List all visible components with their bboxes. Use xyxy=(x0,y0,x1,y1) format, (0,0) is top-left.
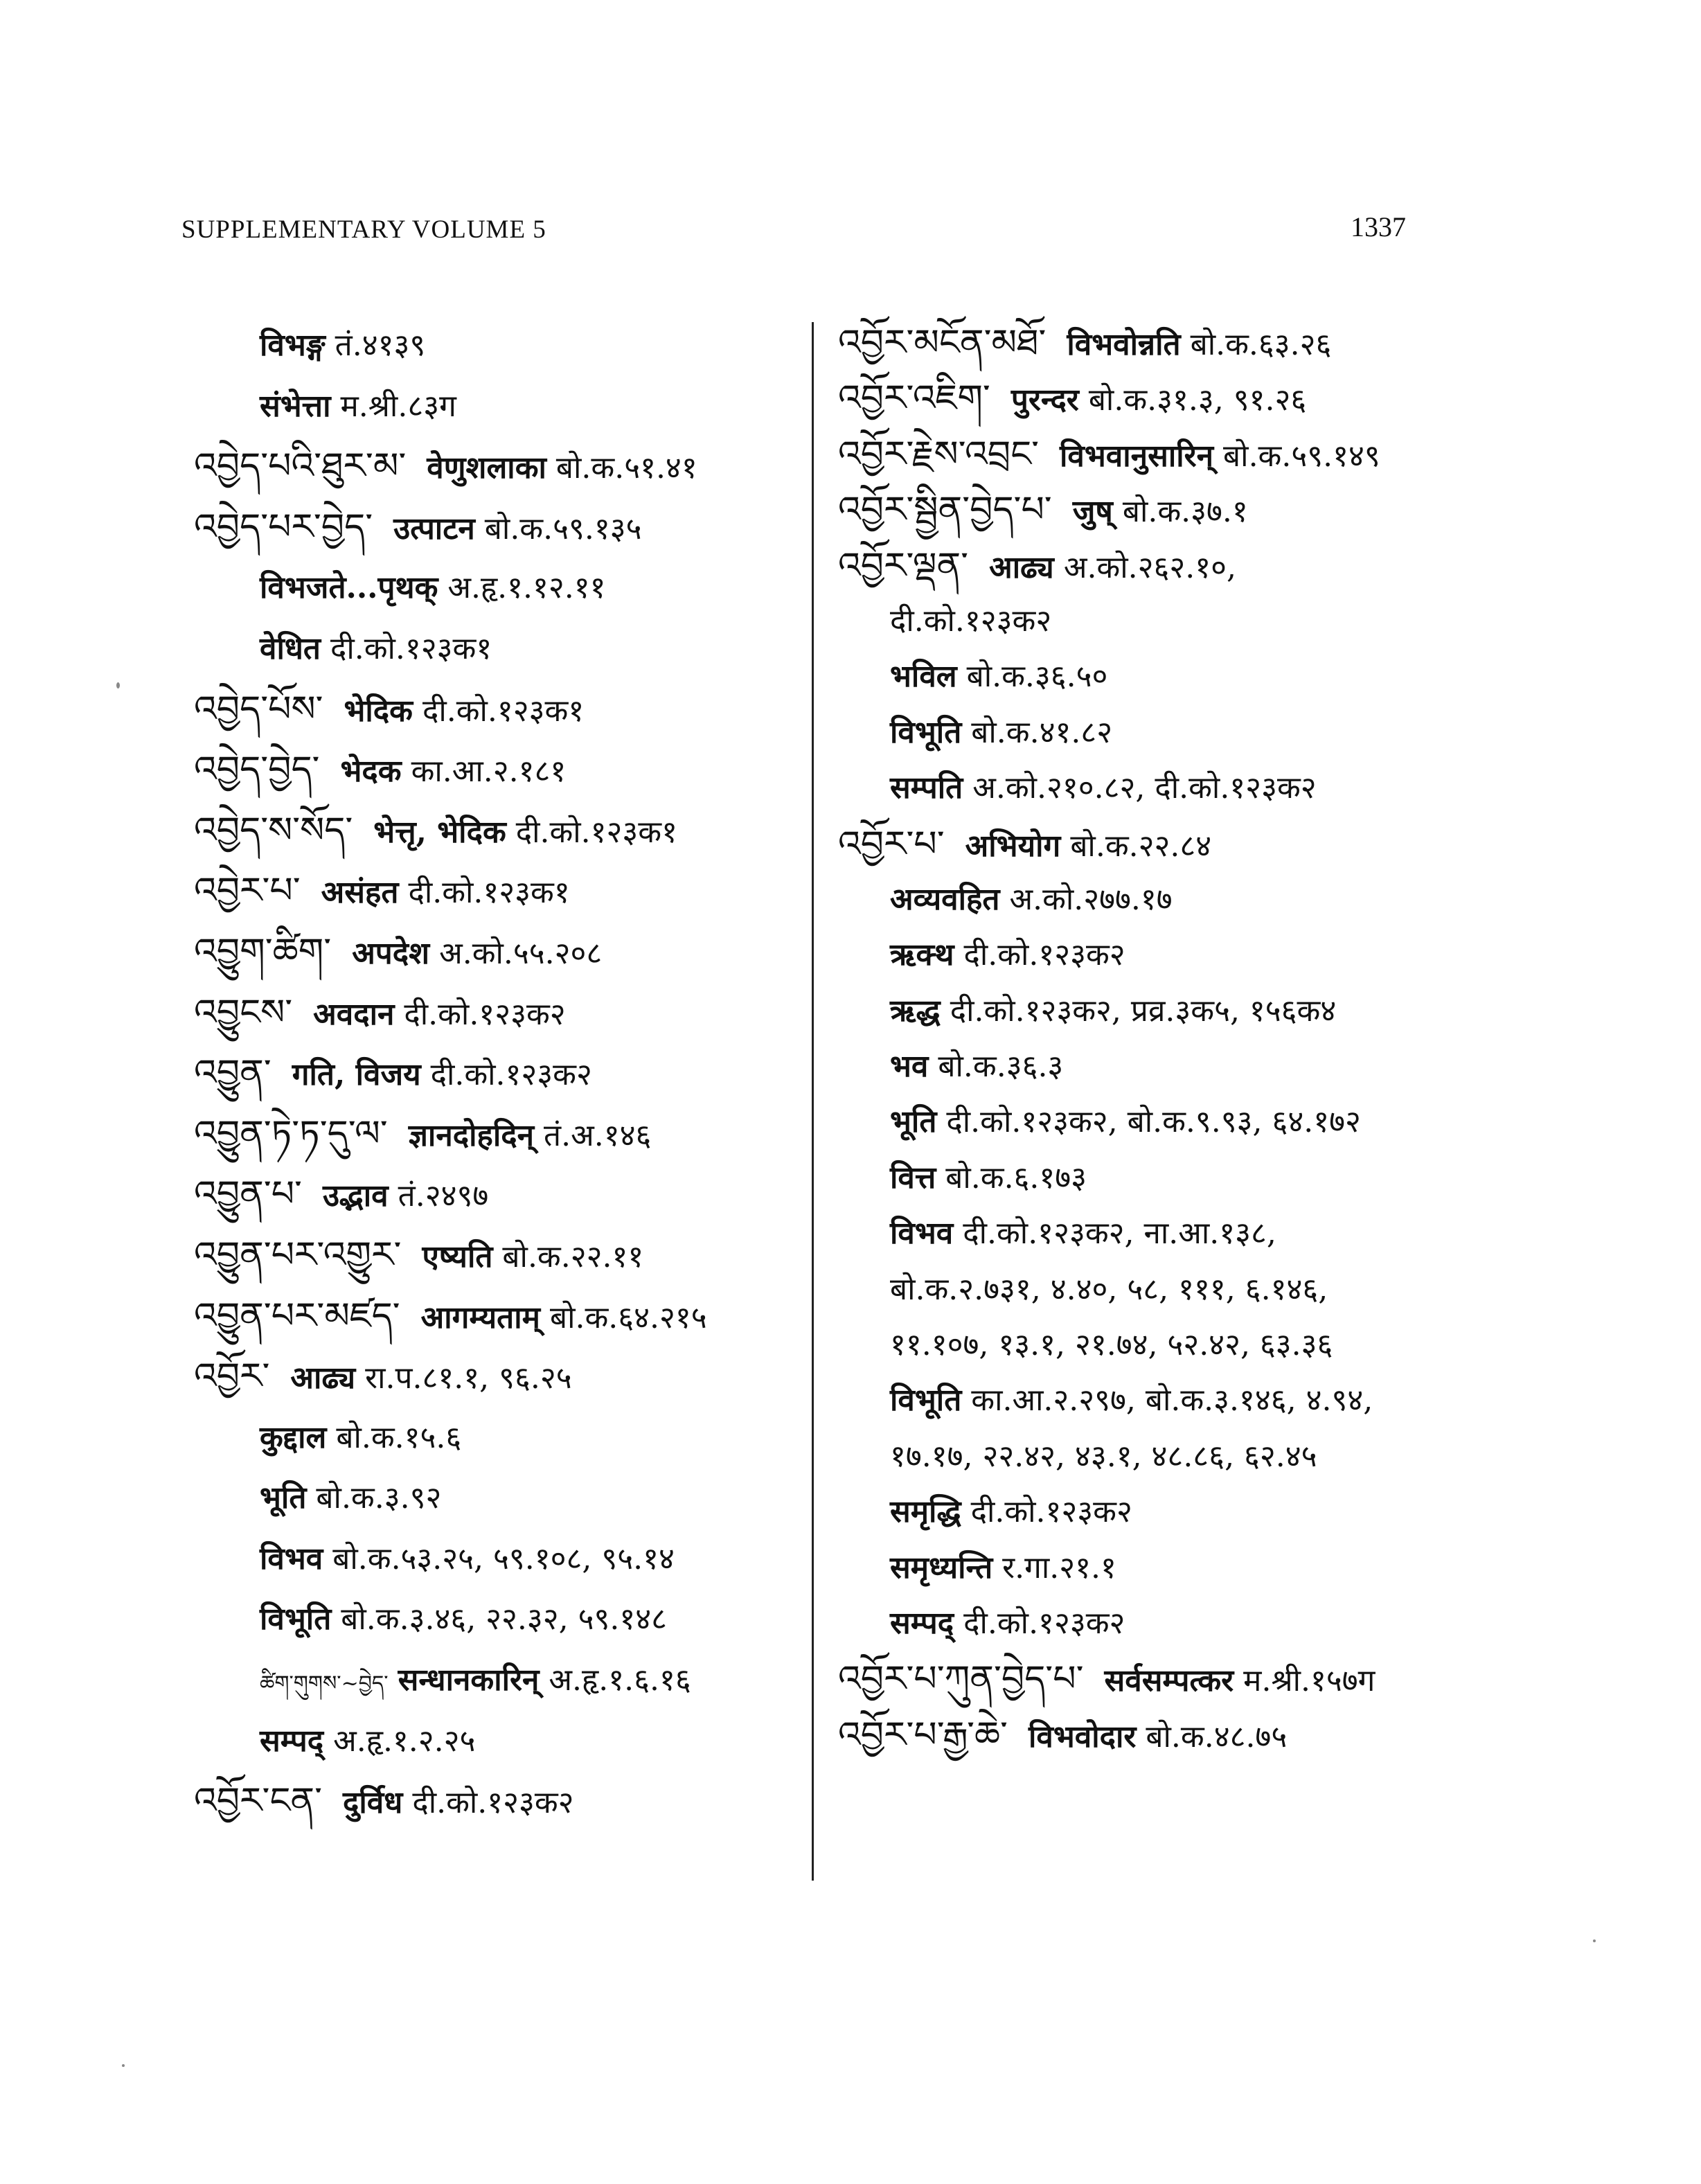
dictionary-entry xyxy=(194,1164,803,1225)
source-reference: अ.हृ.१.१२.११ xyxy=(447,570,606,606)
tibetan-headword: འབྱུངས་ xyxy=(194,991,293,1033)
dictionary-subentry xyxy=(194,1408,803,1468)
tibetan-headword: འབྱོར་མངོན་མཐོ་ xyxy=(838,322,1047,364)
source-reference: दी.को.१२३क२ xyxy=(970,1494,1132,1530)
dictionary-subentry xyxy=(194,1589,803,1650)
dictionary-entry xyxy=(194,497,803,558)
dictionary-subentry xyxy=(838,761,1461,816)
tibetan-headword: འབྱུན་ xyxy=(194,1052,271,1094)
dictionary-subentry xyxy=(838,1429,1461,1484)
source-reference: बो.क.२२.११ xyxy=(502,1239,644,1275)
sanskrit-equivalent: आगम्यताम् xyxy=(420,1299,540,1335)
source-reference: बो.क.५१.४१ xyxy=(555,450,697,486)
source-reference: बो.क.१५.६ xyxy=(336,1419,462,1455)
source-reference: तं.४१३९ xyxy=(335,328,426,363)
source-reference: ११.१०७, १३.१, २१.७४, ५२.४२, ६३.३६ xyxy=(890,1327,1333,1363)
dictionary-subentry xyxy=(194,1711,803,1772)
tibetan-headword: འབྱུན་པར་མཛད་ xyxy=(194,1295,400,1337)
sanskrit-equivalent: संभेत्ता xyxy=(260,388,331,424)
sanskrit-equivalent: उद्भाव xyxy=(322,1178,389,1214)
tibetan-headword: འབྱོར་པ་ཀུན་བྱེད་པ་ xyxy=(838,1658,1084,1701)
source-reference: बो.क.३७.१ xyxy=(1122,494,1248,530)
source-reference: रा.प.८१.१, ९६.२५ xyxy=(365,1360,572,1396)
dictionary-subentry xyxy=(838,1373,1461,1428)
dictionary-entry xyxy=(838,427,1461,482)
source-reference: बो.क.३.९२ xyxy=(316,1480,442,1516)
dictionary-entry xyxy=(838,817,1461,872)
dictionary-entry xyxy=(838,371,1461,426)
page-number: 1337 xyxy=(1351,211,1406,242)
sanskrit-equivalent: भूति xyxy=(260,1480,307,1516)
column-divider xyxy=(812,322,814,1881)
source-reference: अ.को.२७७.१७ xyxy=(1009,881,1173,917)
source-reference: बो.क.३६.३ xyxy=(938,1049,1064,1085)
sanskrit-equivalent: सर्वसम्पत्कर xyxy=(1104,1663,1234,1699)
source-reference: दी.को.१२३क२, बो.क.९.९३, ६४.१७२ xyxy=(946,1104,1361,1140)
source-reference: बो.क.३६.५० xyxy=(966,659,1108,695)
source-reference: बो.क.५९.१४९ xyxy=(1223,438,1380,474)
sanskrit-equivalent: सम्पद् xyxy=(260,1723,324,1759)
dictionary-subentry xyxy=(838,872,1461,927)
running-head: SUPPLEMENTARY VOLUME 5 xyxy=(181,215,546,244)
dictionary-entry xyxy=(194,1347,803,1408)
source-reference: बो.क.४१.८२ xyxy=(971,714,1113,750)
tibetan-headword: འབྱོར་ལྡན་ xyxy=(838,544,969,587)
sanskrit-equivalent: समृध्यन्ति xyxy=(890,1550,993,1586)
scan-speck xyxy=(116,682,120,689)
source-reference: का.आ.२.१८१ xyxy=(411,754,567,790)
source-reference: म.श्री.८३ग xyxy=(340,388,456,424)
source-reference: दी.को.१२३क२ xyxy=(890,603,1052,639)
sanskrit-equivalent: वेधित xyxy=(260,630,321,666)
sanskrit-equivalent: विभव xyxy=(890,1216,954,1252)
source-reference: अ.को.२१०.८२, दी.को.१२३क२ xyxy=(972,770,1317,806)
dictionary-subentry xyxy=(194,1529,803,1590)
sanskrit-equivalent: भविल xyxy=(890,659,957,695)
sanskrit-equivalent: ज्ञानदोहदिन् xyxy=(408,1117,535,1153)
source-reference: बो.क.६४.२१५ xyxy=(549,1299,707,1335)
sanskrit-equivalent: भेदिक xyxy=(344,693,413,729)
dictionary-subentry xyxy=(838,1151,1461,1206)
sanskrit-equivalent: असंहत xyxy=(321,875,399,911)
sanskrit-equivalent: विभवानुसारिन् xyxy=(1060,438,1214,474)
dictionary-entry xyxy=(194,740,803,801)
source-reference: अ.को.२६२.१०, xyxy=(1063,549,1236,585)
dictionary-subentry xyxy=(838,984,1461,1039)
sanskrit-equivalent: अपदेश xyxy=(352,935,430,971)
tibetan-headword: འབྱུན་པ་ xyxy=(194,1173,302,1216)
sanskrit-equivalent: भूति xyxy=(890,1104,937,1140)
sanskrit-equivalent: विभव xyxy=(260,1541,323,1577)
sanskrit-equivalent: विभवोदार xyxy=(1028,1719,1137,1755)
sanskrit-equivalent: विभूति xyxy=(890,1383,962,1419)
dictionary-subentry xyxy=(194,1468,803,1529)
dictionary-entry xyxy=(838,482,1461,538)
source-reference: म.श्री.१५७ग xyxy=(1243,1663,1375,1699)
source-reference: दी.को.१२३क२, ना.आ.१३८, xyxy=(963,1216,1276,1252)
source-reference: दी.को.१२३क१ xyxy=(422,693,585,729)
source-reference: दी.को.१२३क२ xyxy=(412,1785,574,1821)
dictionary-subentry xyxy=(838,1484,1461,1540)
tibetan-headword: འབྱེད་པོས་ xyxy=(194,688,323,730)
source-reference: दी.को.१२३क२, प्रव्र.३क५, १५६क४ xyxy=(950,993,1337,1029)
source-reference: बो.क.४८.७५ xyxy=(1146,1719,1288,1755)
source-reference: बो.क.५३.२५, ५९.१०८, ९५.१४ xyxy=(332,1541,675,1577)
tibetan-headword: འབྱོར་སྦྱིན་བྱེད་པ་ xyxy=(838,489,1052,531)
dictionary-subentry xyxy=(838,1596,1461,1651)
sanskrit-equivalent: गति, विजय xyxy=(292,1057,421,1093)
left-column xyxy=(194,315,803,1832)
dictionary-entry xyxy=(838,1707,1461,1763)
tibetan-headword: འབྱུན་ཏེ་ཏ་དུ་ལ་ xyxy=(194,1112,388,1155)
tibetan-headword: འབྱོར་འཇིག་ xyxy=(838,378,990,420)
dictionary-entry xyxy=(194,680,803,740)
source-reference: र.गा.२१.१ xyxy=(1002,1550,1116,1586)
sanskrit-equivalent: सम्पद् xyxy=(890,1605,954,1641)
tibetan-headword: ཚིག་གུགས་~བྱེད་ xyxy=(260,1671,389,1696)
sanskrit-equivalent: विभूति xyxy=(260,1601,332,1637)
sanskrit-equivalent: अभियोग xyxy=(965,828,1061,864)
tibetan-headword: འབྱེད་བྱེད་ xyxy=(194,749,320,791)
sanskrit-equivalent: सम्पति xyxy=(890,770,963,806)
dictionary-subentry xyxy=(194,558,803,619)
dictionary-subentry xyxy=(838,649,1461,704)
dictionary-subentry xyxy=(838,1262,1461,1317)
dictionary-subentry xyxy=(838,1039,1461,1094)
tibetan-headword: འབྱོར་ངན་ xyxy=(194,1780,323,1822)
dictionary-subentry xyxy=(194,619,803,680)
tibetan-headword: འབྱོར་པ་རྒྱ་ཆེ་ xyxy=(838,1714,1008,1756)
tibetan-headword: འབྱོར་རྗེས་འབྲང་ xyxy=(838,433,1040,475)
dictionary-entry xyxy=(194,1104,803,1165)
source-reference: दी.को.१२३क२ xyxy=(963,937,1125,973)
dictionary-subentry xyxy=(194,1650,803,1711)
source-reference: दी.को.१२३क१ xyxy=(515,814,677,850)
sanskrit-equivalent: वित्त xyxy=(890,1160,936,1196)
sanskrit-equivalent: सन्धानकारिन् xyxy=(398,1662,540,1698)
right-column xyxy=(838,315,1461,1763)
dictionary-subentry xyxy=(838,1094,1461,1150)
sanskrit-equivalent: एष्यति xyxy=(422,1239,493,1275)
source-reference: तं.२४९७ xyxy=(398,1178,489,1214)
source-reference: बो.क.३.४६, २२.३२, ५९.१४८ xyxy=(341,1601,668,1637)
dictionary-subentry xyxy=(838,705,1461,761)
dictionary-subentry xyxy=(194,376,803,437)
dictionary-entry xyxy=(194,861,803,922)
source-reference: दी.को.१२३क१ xyxy=(330,630,492,666)
source-reference: अ.हृ.१.२.२५ xyxy=(333,1723,476,1759)
tibetan-headword: འབྱོར་ xyxy=(194,1356,270,1398)
dictionary-subentry xyxy=(838,1541,1461,1596)
source-reference: दी.को.१२३क१ xyxy=(408,875,570,911)
source-reference: बो.क.६३.२६ xyxy=(1190,327,1332,362)
dictionary-entry xyxy=(838,1651,1461,1707)
dictionary-subentry xyxy=(194,315,803,376)
sanskrit-equivalent: उत्पाटन xyxy=(393,511,475,547)
source-reference: दी.को.१२३क२ xyxy=(963,1605,1125,1641)
tibetan-headword: འབྱེད་ས་སོད་ xyxy=(194,809,353,851)
dictionary-entry xyxy=(194,801,803,862)
sanskrit-equivalent: भव xyxy=(890,1049,929,1085)
source-reference: बो.क.२२.८४ xyxy=(1070,828,1212,864)
tibetan-headword: འབྱོར་པ་ xyxy=(838,823,945,865)
source-reference: बो.क.२.७३१, ४.४०, ५८, १११, ६.१४६, xyxy=(890,1271,1328,1307)
sanskrit-equivalent: ऋक्थ xyxy=(890,937,954,973)
tibetan-headword: འབྱེར་པ་ xyxy=(194,870,301,912)
scan-speck xyxy=(122,2064,125,2067)
sanskrit-equivalent: विभवोन्नति xyxy=(1067,327,1181,362)
sanskrit-equivalent: विभङ्ग xyxy=(260,328,326,363)
sanskrit-equivalent: आढ्य xyxy=(290,1360,356,1396)
sanskrit-equivalent: भेत्तृ, भेदिक xyxy=(373,814,506,850)
source-reference: दी.को.१२३क२ xyxy=(404,996,566,1032)
source-reference: १७.१७, २२.४२, ४३.१, ४८.८६, ६२.४५ xyxy=(890,1438,1317,1474)
tibetan-headword: འབྱུན་པར་འགྱུར་ xyxy=(194,1234,402,1276)
sanskrit-equivalent: विभूति xyxy=(890,714,962,750)
dictionary-entry xyxy=(194,983,803,1044)
dictionary-entry xyxy=(838,538,1461,594)
scan-speck xyxy=(1593,1939,1596,1942)
sanskrit-equivalent: अव्यवहित xyxy=(890,881,1000,917)
sanskrit-equivalent: विभजते...पृथक् xyxy=(260,570,438,606)
source-reference: अ.हृ.१.६.१६ xyxy=(549,1662,691,1698)
source-reference: बो.क.५९.१३५ xyxy=(484,511,642,547)
sanskrit-equivalent: भेदक xyxy=(340,754,402,790)
sanskrit-equivalent: जुष् xyxy=(1072,494,1113,530)
tibetan-headword: འབྱེད་པར་བྱེད་ xyxy=(194,506,373,548)
tibetan-headword: འབྱུག་ཚིག་ xyxy=(194,930,332,973)
sanskrit-equivalent: समृद्धि xyxy=(890,1494,961,1530)
dictionary-entry xyxy=(194,922,803,983)
source-reference: दी.को.१२३क२ xyxy=(430,1057,592,1093)
dictionary-entry xyxy=(194,436,803,497)
source-reference: अ.को.५५.२०८ xyxy=(439,935,603,971)
dictionary-subentry xyxy=(838,594,1461,649)
source-reference: का.आ.२.२९७, बो.क.३.१४६, ४.९४, xyxy=(971,1383,1373,1419)
sanskrit-equivalent: कुद्दाल xyxy=(260,1419,327,1455)
dictionary-entry xyxy=(194,1043,803,1104)
dictionary-entry xyxy=(194,1771,803,1832)
dictionary-subentry xyxy=(838,927,1461,983)
source-reference: बो.क.६.१७३ xyxy=(945,1160,1087,1196)
dictionary-entry xyxy=(838,315,1461,371)
sanskrit-equivalent: अवदान xyxy=(313,996,395,1032)
dictionary-entry xyxy=(194,1225,803,1286)
sanskrit-equivalent: वेणुशलाका xyxy=(427,450,546,486)
source-reference: बो.क.३१.३, ९१.२६ xyxy=(1088,382,1307,418)
sanskrit-equivalent: ऋद्ध xyxy=(890,993,941,1029)
sanskrit-equivalent: दुर्विध xyxy=(343,1785,403,1821)
dictionary-subentry xyxy=(838,1206,1461,1261)
dictionary-entry xyxy=(194,1286,803,1347)
sanskrit-equivalent: आढ्य xyxy=(989,549,1054,585)
source-reference: तं.अ.१४६ xyxy=(544,1117,652,1153)
sanskrit-equivalent: पुरन्दर xyxy=(1010,382,1079,418)
dictionary-subentry xyxy=(838,1317,1461,1373)
tibetan-headword: འབྱེད་པའི་ཐུར་མ་ xyxy=(194,445,407,488)
